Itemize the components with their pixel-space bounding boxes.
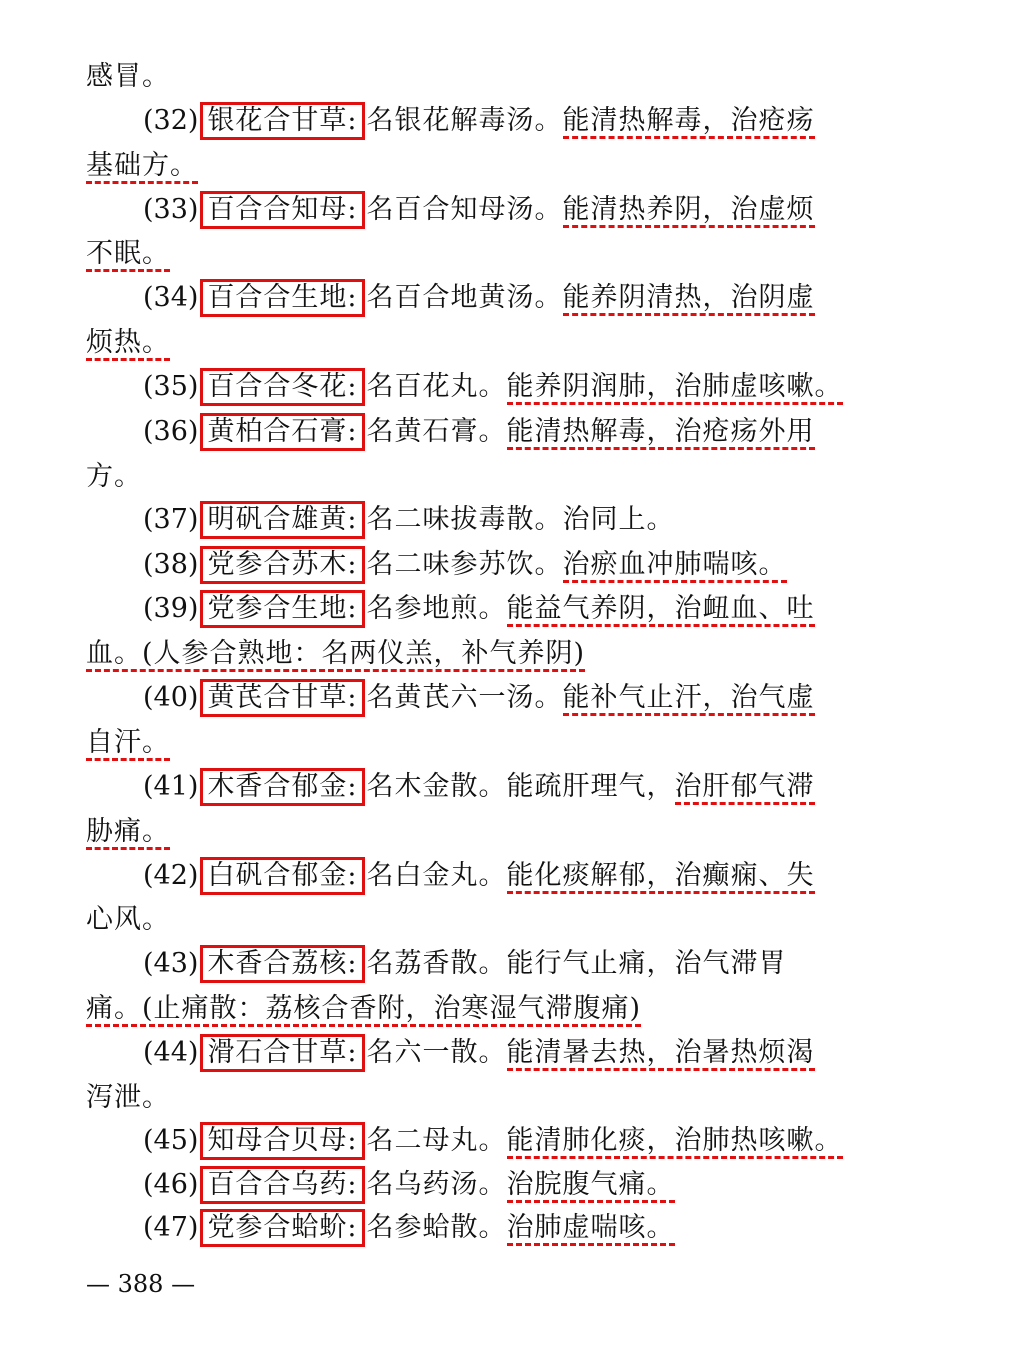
- formula-name: 名黄石膏。: [366, 416, 507, 447]
- formula-name: 名参蛤散。: [366, 1212, 507, 1243]
- formula-name: 名二味参苏饮。: [366, 549, 563, 580]
- formula-name: 名乌药汤。: [366, 1169, 507, 1200]
- continuation-text: 心风。: [86, 904, 170, 935]
- formula-name: 名银花解毒汤。: [366, 105, 563, 136]
- text-line: [86, 56, 170, 98]
- underlined-indication: 能补气止汗，治气虚: [563, 682, 815, 716]
- continuation-line: [86, 633, 585, 675]
- entry-number: (38): [143, 549, 199, 580]
- entry-44: [143, 1032, 815, 1074]
- underlined-indication: 能化痰解郁，治癫痫、失: [507, 860, 815, 894]
- herb-pair-box: 滑石合甘草:: [200, 1034, 364, 1072]
- herb-pair-box: 百合合冬花:: [200, 368, 364, 406]
- entry-number: (42): [143, 860, 199, 891]
- entry-number: (47): [143, 1212, 199, 1243]
- continuation-line: [86, 722, 170, 764]
- entry-number: (46): [143, 1169, 199, 1200]
- formula-name: 名百合地黄汤。: [366, 282, 563, 313]
- herb-pair-box: 木香合荔核:: [200, 945, 364, 983]
- entry-number: (41): [143, 771, 199, 802]
- continuation-line: [86, 988, 641, 1030]
- continuation-line: [86, 145, 198, 187]
- entry-40: [143, 677, 815, 719]
- continuation-text: 不眠。: [86, 238, 170, 272]
- herb-pair-box: 党参合生地:: [200, 590, 364, 628]
- formula-name: 名白金丸。: [366, 860, 507, 891]
- continuation-line: [86, 899, 170, 941]
- entry-number: (32): [143, 105, 199, 136]
- herb-pair-box: 黄柏合石膏:: [200, 413, 364, 451]
- entry-number: (44): [143, 1037, 199, 1068]
- entry-number: (36): [143, 416, 199, 447]
- herb-pair-box: 百合合知母:: [200, 191, 364, 229]
- entry-42: [143, 855, 815, 897]
- entry-35: [143, 366, 843, 408]
- formula-name: 名荔香散。能行气止痛，治气滞胃: [366, 948, 787, 979]
- herb-pair-box: 白矾合郁金:: [200, 857, 364, 895]
- formula-name: 名黄芪六一汤。: [366, 682, 563, 713]
- continuation-line: [86, 1077, 170, 1119]
- underlined-indication: 治肝郁气滞: [675, 771, 815, 805]
- entry-number: (35): [143, 371, 199, 402]
- underlined-indication: 能养阴润肺，治肺虚咳嗽。: [507, 371, 843, 405]
- entry-number: (43): [143, 948, 199, 979]
- herb-pair-box: 黄芪合甘草:: [200, 679, 364, 717]
- continuation-text: 自汗。: [86, 727, 170, 761]
- underlined-indication: 治肺虚喘咳。: [507, 1212, 675, 1246]
- line-text: 感冒。: [86, 61, 170, 92]
- formula-name: 名二母丸。: [366, 1125, 507, 1156]
- continuation-text: 基础方。: [86, 150, 198, 184]
- continuation-text: 血。(人参合熟地：名两仪羔，补气养阴): [86, 638, 585, 672]
- continuation-line: [86, 233, 170, 275]
- entry-33: [143, 189, 815, 231]
- herb-pair-box: 百合合生地:: [200, 279, 364, 317]
- entry-43: [143, 943, 787, 985]
- entry-number: (40): [143, 682, 199, 713]
- underlined-indication: 能养阴清热，治阴虚: [563, 282, 815, 316]
- entry-46: [143, 1164, 675, 1206]
- herb-pair-box: 党参合苏木:: [200, 546, 364, 584]
- continuation-text: 痛。(止痛散：荔核合香附，治寒湿气滞腹痛): [86, 993, 641, 1027]
- herb-pair-box: 知母合贝母:: [200, 1122, 364, 1160]
- underlined-indication: 治脘腹气痛。: [507, 1169, 675, 1203]
- entry-37: [143, 499, 675, 541]
- entry-number: (37): [143, 504, 199, 535]
- herb-pair-box: 党参合蛤蚧:: [200, 1209, 364, 1247]
- formula-name: 名百合知母汤。: [366, 194, 563, 225]
- underlined-indication: 能清肺化痰，治肺热咳嗽。: [507, 1125, 843, 1159]
- formula-name: 名二味拔毒散。治同上。: [366, 504, 675, 535]
- herb-pair-box: 百合合乌药:: [200, 1166, 364, 1204]
- entry-number: (45): [143, 1125, 199, 1156]
- herb-pair-box: 明矾合雄黄:: [200, 501, 364, 539]
- continuation-line: [86, 811, 170, 853]
- entry-number: (33): [143, 194, 199, 225]
- underlined-indication: 能清暑去热，治暑热烦渴: [507, 1037, 815, 1071]
- entry-47: [143, 1207, 675, 1249]
- underlined-indication: 能清热解毒，治疮疡外用: [507, 416, 815, 450]
- herb-pair-box: 木香合郁金:: [200, 768, 364, 806]
- entry-number: (34): [143, 282, 199, 313]
- entry-number: (39): [143, 593, 199, 624]
- formula-name: 名六一散。: [366, 1037, 507, 1068]
- continuation-text: 方。: [86, 461, 142, 492]
- continuation-text: 胁痛。: [86, 816, 170, 850]
- continuation-line: [86, 322, 170, 364]
- underlined-indication: 能益气养阴，治衄血、吐: [507, 593, 815, 627]
- entry-38: [143, 544, 787, 586]
- continuation-text: 泻泄。: [86, 1082, 170, 1113]
- underlined-indication: 能清热解毒，治疮疡: [563, 105, 815, 139]
- formula-name: 名百花丸。: [366, 371, 507, 402]
- formula-name: 名参地煎。: [366, 593, 507, 624]
- herb-pair-box: 银花合甘草:: [200, 102, 364, 140]
- entry-34: [143, 277, 815, 319]
- entry-32: [143, 100, 815, 142]
- continuation-text: 烦热。: [86, 327, 170, 361]
- underlined-indication: 治瘀血冲肺喘咳。: [563, 549, 787, 583]
- entry-41: [143, 766, 815, 808]
- continuation-line: [86, 456, 142, 498]
- formula-name: 名木金散。能疏肝理气，: [366, 771, 675, 802]
- underlined-indication: 能清热养阴，治虚烦: [563, 194, 815, 228]
- entry-45: [143, 1120, 843, 1162]
- entry-36: [143, 411, 815, 453]
- entry-39: [143, 588, 815, 630]
- page-number: — 388 —: [86, 1270, 196, 1298]
